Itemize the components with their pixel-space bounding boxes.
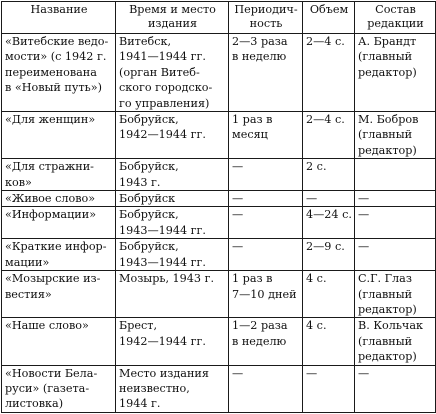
cell-line: го управления): [119, 96, 210, 110]
cell-line: «Информации»: [5, 208, 97, 222]
cell-volume: [303, 271, 355, 318]
cell-line: Бобруйск,: [119, 240, 179, 254]
cell-editors: [355, 191, 436, 207]
table-row: [2, 318, 436, 365]
cell-title: [2, 112, 116, 159]
cell-line: «Для женщин»: [5, 113, 96, 127]
cell-volume: [303, 207, 355, 239]
table-row: [2, 239, 436, 271]
cell-line: ность: [249, 17, 283, 30]
cell-title: [2, 191, 116, 207]
cell-line: Место издания: [119, 366, 209, 380]
cell-line: (главный: [358, 128, 413, 142]
cell-periodicity: [229, 239, 303, 271]
cell-line: 1941—1944 гг.: [119, 50, 206, 64]
cell-line: в неделю: [232, 50, 287, 64]
cell-volume: [303, 34, 355, 112]
cell-line: (главный: [358, 50, 413, 64]
cell-line: в неделю: [232, 334, 287, 348]
cell-time-place: [116, 271, 229, 318]
cell-line: 2—4 с.: [306, 35, 345, 48]
header-volume: [303, 2, 355, 34]
cell-title: [2, 159, 116, 191]
cell-periodicity: [229, 159, 303, 191]
cell-editors: [355, 271, 436, 318]
cell-line: 2 с.: [306, 160, 327, 174]
cell-volume: [303, 239, 355, 271]
cell-line: 4 с.: [306, 272, 327, 286]
cell-line: 1 раз в: [232, 272, 273, 286]
cell-periodicity: [229, 207, 303, 239]
cell-line: «Краткие инфор-: [5, 240, 107, 254]
cell-line: «Витебские ведо-: [5, 35, 109, 48]
cell-periodicity: [229, 191, 303, 207]
cell-line: —: [358, 192, 370, 206]
cell-line: 1943—1944 гг.: [119, 255, 206, 269]
cell-line: вестия»: [5, 287, 52, 301]
cell-time-place: [116, 191, 229, 207]
cell-line: —: [358, 366, 370, 380]
cell-line: Название: [30, 3, 88, 16]
cell-periodicity: [229, 365, 303, 412]
cell-line: издания: [147, 17, 198, 30]
cell-time-place: [116, 207, 229, 239]
table-row: [2, 207, 436, 239]
cell-time-place: [116, 318, 229, 365]
cell-time-place: [116, 239, 229, 271]
cell-line: мости» (с 1942 г.: [5, 50, 107, 64]
cell-line: «Наше слово»: [5, 319, 89, 333]
cell-periodicity: [229, 34, 303, 112]
cell-line: —: [232, 160, 244, 174]
cell-line: Объем: [309, 3, 349, 16]
cell-periodicity: [229, 271, 303, 318]
cell-line: 1944 г.: [119, 397, 161, 411]
cell-line: листовка): [5, 397, 64, 411]
cell-line: 1942—1944 гг.: [119, 128, 206, 142]
table-row: [2, 365, 436, 412]
cell-title: [2, 271, 116, 318]
cell-line: Периодич-: [234, 3, 298, 16]
cell-line: С.Г. Глаз: [358, 272, 412, 286]
cell-line: —: [232, 192, 244, 206]
table-header-row: [2, 2, 436, 34]
cell-line: Брест,: [119, 319, 158, 333]
cell-line: 2—9 с.: [306, 240, 345, 254]
cell-line: (орган Витеб-: [119, 65, 200, 79]
cell-line: 4—24 с.: [306, 208, 352, 222]
cell-line: ского городско-: [119, 81, 213, 95]
cell-time-place: [116, 365, 229, 412]
cell-line: —: [358, 208, 370, 222]
cell-line: 7—10 дней: [232, 287, 297, 301]
table-body: [2, 34, 436, 413]
table-row: [2, 112, 436, 159]
cell-title: [2, 365, 116, 412]
cell-volume: [303, 191, 355, 207]
cell-editors: [355, 365, 436, 412]
cell-line: —: [306, 366, 318, 380]
cell-title: [2, 239, 116, 271]
cell-periodicity: [229, 112, 303, 159]
cell-line: руси» (газета-: [5, 381, 90, 395]
table-row: [2, 191, 436, 207]
cell-line: —: [232, 240, 244, 254]
cell-line: (главный: [358, 287, 413, 301]
cell-line: редакции: [367, 17, 424, 30]
cell-line: ков»: [5, 175, 32, 189]
table-row: [2, 271, 436, 318]
cell-periodicity: [229, 318, 303, 365]
cell-line: «Новости Бела-: [5, 366, 98, 380]
cell-line: редактор): [358, 350, 417, 364]
cell-line: редактор): [358, 65, 417, 79]
cell-line: Бобруйск,: [119, 113, 179, 127]
cell-line: Время и место: [129, 3, 216, 16]
cell-line: в «Новый путь»): [5, 81, 102, 95]
header-editors: [355, 2, 436, 34]
cell-line: «Живое слово»: [5, 192, 96, 206]
cell-title: [2, 318, 116, 365]
table-row: [2, 159, 436, 191]
cell-line: мации»: [5, 255, 50, 269]
cell-line: —: [306, 192, 318, 206]
cell-volume: [303, 159, 355, 191]
cell-line: «Мозырские из-: [5, 272, 101, 286]
cell-line: неизвестно,: [119, 381, 190, 395]
header-time-place: [116, 2, 229, 34]
cell-volume: [303, 318, 355, 365]
cell-line: Витебск,: [119, 35, 172, 48]
cell-line: М. Бобров: [358, 113, 419, 127]
cell-line: (главный: [358, 334, 413, 348]
cell-line: Бобруйск,: [119, 160, 179, 174]
cell-line: А. Брандт: [358, 35, 417, 48]
header-periodicity: [229, 2, 303, 34]
cell-line: Бобруйск: [119, 192, 176, 206]
newspapers-table: [1, 1, 436, 413]
cell-editors: [355, 112, 436, 159]
cell-line: 1 раз в: [232, 113, 273, 127]
cell-line: редактор): [358, 143, 417, 157]
cell-title: [2, 207, 116, 239]
table-row: [2, 34, 436, 112]
cell-time-place: [116, 159, 229, 191]
header-title: [2, 2, 116, 34]
cell-editors: [355, 159, 436, 191]
cell-line: —: [232, 366, 244, 380]
cell-line: Бобруйск,: [119, 208, 179, 222]
cell-line: Мозырь, 1943 г.: [119, 272, 215, 286]
cell-line: Состав: [375, 3, 416, 16]
cell-editors: [355, 318, 436, 365]
cell-time-place: [116, 34, 229, 112]
cell-editors: [355, 207, 436, 239]
cell-line: 2—3 раза: [232, 35, 288, 48]
cell-line: переименована: [5, 65, 97, 79]
cell-editors: [355, 239, 436, 271]
cell-title: [2, 34, 116, 112]
cell-line: 4 с.: [306, 319, 327, 333]
cell-line: «Для стражни-: [5, 160, 94, 174]
cell-line: —: [358, 240, 370, 254]
cell-time-place: [116, 112, 229, 159]
cell-line: месяц: [232, 128, 268, 142]
cell-line: редактор): [358, 302, 417, 316]
cell-line: —: [232, 208, 244, 222]
cell-line: 2—4 с.: [306, 113, 345, 127]
cell-line: 1—2 раза: [232, 319, 288, 333]
cell-volume: [303, 365, 355, 412]
cell-editors: [355, 34, 436, 112]
cell-line: 1942—1944 гг.: [119, 334, 206, 348]
cell-line: 1943 г.: [119, 175, 161, 189]
cell-line: В. Кольчак: [358, 319, 423, 333]
cell-volume: [303, 112, 355, 159]
cell-line: 1943—1944 гг.: [119, 223, 206, 237]
